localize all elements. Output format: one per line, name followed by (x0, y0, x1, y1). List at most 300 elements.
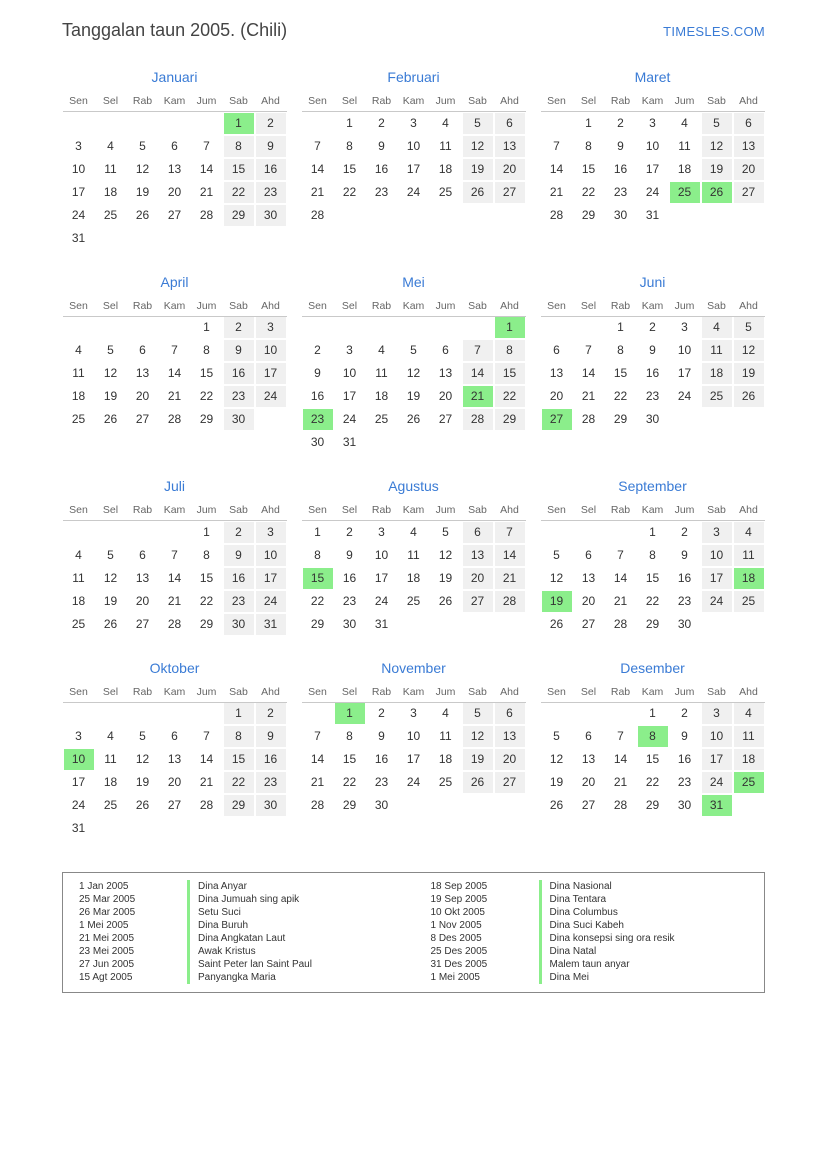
day-cell[interactable] (669, 316, 701, 339)
day-cell[interactable] (573, 408, 605, 431)
day-cell[interactable] (302, 521, 334, 544)
day-cell[interactable] (159, 613, 191, 636)
day-cell[interactable] (573, 204, 605, 227)
day-cell[interactable] (334, 613, 366, 636)
day-cell[interactable] (398, 181, 430, 204)
day-cell[interactable] (573, 135, 605, 158)
day-cell[interactable] (366, 521, 398, 544)
day-cell[interactable] (95, 590, 127, 613)
day-cell[interactable] (541, 385, 573, 408)
day-cell[interactable] (494, 590, 526, 613)
day-cell[interactable] (334, 725, 366, 748)
day-cell[interactable] (541, 613, 573, 636)
day-cell[interactable] (701, 112, 733, 135)
day-cell[interactable] (366, 794, 398, 817)
day-cell[interactable] (637, 339, 669, 362)
day-cell[interactable] (159, 544, 191, 567)
day-cell-holiday[interactable] (334, 702, 366, 725)
day-cell[interactable] (637, 590, 669, 613)
day-cell[interactable] (302, 748, 334, 771)
day-cell[interactable] (605, 771, 637, 794)
day-cell[interactable] (334, 794, 366, 817)
day-cell[interactable] (573, 794, 605, 817)
day-cell[interactable] (191, 135, 223, 158)
day-cell[interactable] (63, 725, 95, 748)
day-cell[interactable] (95, 613, 127, 636)
day-cell-holiday[interactable] (462, 385, 494, 408)
day-cell[interactable] (191, 725, 223, 748)
day-cell[interactable] (398, 135, 430, 158)
day-cell[interactable] (669, 112, 701, 135)
day-cell[interactable] (494, 521, 526, 544)
day-cell[interactable] (398, 544, 430, 567)
day-cell[interactable] (462, 135, 494, 158)
day-cell[interactable] (334, 590, 366, 613)
day-cell[interactable] (541, 725, 573, 748)
day-cell[interactable] (541, 748, 573, 771)
day-cell[interactable] (733, 702, 765, 725)
day-cell[interactable] (127, 339, 159, 362)
day-cell[interactable] (669, 702, 701, 725)
day-cell[interactable] (573, 725, 605, 748)
day-cell-holiday[interactable] (669, 181, 701, 204)
day-cell[interactable] (605, 385, 637, 408)
day-cell[interactable] (733, 590, 765, 613)
day-cell[interactable] (159, 725, 191, 748)
day-cell[interactable] (541, 204, 573, 227)
day-cell[interactable] (669, 725, 701, 748)
day-cell[interactable] (637, 748, 669, 771)
day-cell[interactable] (302, 544, 334, 567)
day-cell[interactable] (669, 590, 701, 613)
day-cell[interactable] (637, 408, 669, 431)
day-cell[interactable] (494, 544, 526, 567)
day-cell[interactable] (127, 567, 159, 590)
day-cell[interactable] (733, 748, 765, 771)
day-cell[interactable] (191, 544, 223, 567)
day-cell[interactable] (541, 158, 573, 181)
day-cell[interactable] (255, 590, 287, 613)
day-cell[interactable] (494, 181, 526, 204)
day-cell[interactable] (637, 613, 669, 636)
day-cell[interactable] (669, 521, 701, 544)
day-cell[interactable] (95, 158, 127, 181)
day-cell[interactable] (430, 135, 462, 158)
day-cell[interactable] (430, 158, 462, 181)
day-cell[interactable] (223, 316, 255, 339)
day-cell-holiday[interactable] (302, 567, 334, 590)
day-cell[interactable] (191, 385, 223, 408)
day-cell[interactable] (573, 181, 605, 204)
day-cell[interactable] (733, 339, 765, 362)
day-cell[interactable] (127, 771, 159, 794)
day-cell[interactable] (302, 613, 334, 636)
day-cell[interactable] (159, 204, 191, 227)
day-cell[interactable] (430, 702, 462, 725)
day-cell[interactable] (223, 204, 255, 227)
day-cell[interactable] (669, 544, 701, 567)
day-cell[interactable] (669, 567, 701, 590)
day-cell[interactable] (255, 112, 287, 135)
day-cell[interactable] (494, 567, 526, 590)
day-cell[interactable] (637, 544, 669, 567)
day-cell[interactable] (398, 521, 430, 544)
day-cell[interactable] (159, 748, 191, 771)
day-cell[interactable] (494, 725, 526, 748)
day-cell[interactable] (63, 794, 95, 817)
day-cell[interactable] (366, 590, 398, 613)
day-cell[interactable] (366, 158, 398, 181)
day-cell[interactable] (462, 521, 494, 544)
day-cell[interactable] (223, 590, 255, 613)
day-cell[interactable] (573, 112, 605, 135)
day-cell[interactable] (430, 567, 462, 590)
day-cell[interactable] (95, 567, 127, 590)
day-cell[interactable] (223, 771, 255, 794)
day-cell[interactable] (223, 135, 255, 158)
day-cell[interactable] (430, 748, 462, 771)
day-cell[interactable] (63, 158, 95, 181)
day-cell[interactable] (605, 544, 637, 567)
day-cell[interactable] (334, 181, 366, 204)
day-cell[interactable] (637, 702, 669, 725)
day-cell[interactable] (255, 362, 287, 385)
day-cell[interactable] (398, 112, 430, 135)
day-cell[interactable] (637, 771, 669, 794)
day-cell[interactable] (95, 771, 127, 794)
day-cell[interactable] (191, 613, 223, 636)
day-cell[interactable] (95, 362, 127, 385)
day-cell[interactable] (605, 362, 637, 385)
day-cell[interactable] (191, 204, 223, 227)
day-cell[interactable] (63, 204, 95, 227)
day-cell[interactable] (430, 339, 462, 362)
day-cell[interactable] (366, 613, 398, 636)
day-cell[interactable] (701, 567, 733, 590)
day-cell[interactable] (95, 725, 127, 748)
day-cell[interactable] (191, 339, 223, 362)
day-cell[interactable] (334, 385, 366, 408)
day-cell[interactable] (191, 158, 223, 181)
day-cell[interactable] (223, 725, 255, 748)
day-cell[interactable] (701, 702, 733, 725)
day-cell[interactable] (637, 521, 669, 544)
day-cell[interactable] (605, 613, 637, 636)
day-cell[interactable] (255, 158, 287, 181)
day-cell[interactable] (302, 339, 334, 362)
day-cell[interactable] (63, 771, 95, 794)
day-cell[interactable] (398, 725, 430, 748)
day-cell[interactable] (462, 339, 494, 362)
day-cell-holiday[interactable] (637, 725, 669, 748)
day-cell[interactable] (701, 521, 733, 544)
day-cell[interactable] (573, 748, 605, 771)
day-cell[interactable] (95, 544, 127, 567)
day-cell[interactable] (191, 408, 223, 431)
day-cell[interactable] (255, 567, 287, 590)
day-cell[interactable] (541, 339, 573, 362)
day-cell[interactable] (669, 158, 701, 181)
day-cell[interactable] (127, 204, 159, 227)
day-cell[interactable] (573, 158, 605, 181)
day-cell[interactable] (733, 544, 765, 567)
day-cell[interactable] (255, 339, 287, 362)
day-cell[interactable] (494, 408, 526, 431)
day-cell[interactable] (302, 725, 334, 748)
day-cell[interactable] (223, 521, 255, 544)
day-cell[interactable] (605, 316, 637, 339)
day-cell[interactable] (191, 748, 223, 771)
day-cell[interactable] (398, 408, 430, 431)
day-cell[interactable] (255, 385, 287, 408)
day-cell[interactable] (430, 725, 462, 748)
day-cell[interactable] (430, 385, 462, 408)
day-cell[interactable] (366, 385, 398, 408)
day-cell[interactable] (494, 112, 526, 135)
day-cell[interactable] (494, 362, 526, 385)
day-cell[interactable] (733, 181, 765, 204)
day-cell[interactable] (701, 158, 733, 181)
day-cell[interactable] (223, 181, 255, 204)
day-cell[interactable] (302, 794, 334, 817)
day-cell[interactable] (541, 794, 573, 817)
day-cell[interactable] (127, 362, 159, 385)
day-cell[interactable] (573, 339, 605, 362)
day-cell[interactable] (223, 544, 255, 567)
day-cell[interactable] (302, 181, 334, 204)
day-cell[interactable] (95, 408, 127, 431)
day-cell[interactable] (733, 521, 765, 544)
day-cell[interactable] (701, 385, 733, 408)
day-cell[interactable] (541, 544, 573, 567)
day-cell[interactable] (637, 181, 669, 204)
day-cell[interactable] (605, 339, 637, 362)
day-cell[interactable] (605, 567, 637, 590)
day-cell[interactable] (462, 158, 494, 181)
day-cell[interactable] (63, 590, 95, 613)
day-cell[interactable] (701, 748, 733, 771)
day-cell[interactable] (430, 771, 462, 794)
day-cell-holiday[interactable] (733, 567, 765, 590)
day-cell[interactable] (366, 135, 398, 158)
day-cell[interactable] (127, 408, 159, 431)
day-cell-holiday[interactable] (701, 794, 733, 817)
day-cell[interactable] (733, 112, 765, 135)
day-cell[interactable] (302, 771, 334, 794)
day-cell[interactable] (494, 135, 526, 158)
day-cell[interactable] (494, 771, 526, 794)
day-cell-holiday[interactable] (733, 771, 765, 794)
day-cell[interactable] (159, 567, 191, 590)
day-cell[interactable] (398, 362, 430, 385)
day-cell[interactable] (334, 431, 366, 454)
day-cell[interactable] (255, 204, 287, 227)
day-cell[interactable] (95, 181, 127, 204)
day-cell[interactable] (541, 567, 573, 590)
day-cell[interactable] (637, 204, 669, 227)
day-cell[interactable] (255, 521, 287, 544)
day-cell[interactable] (494, 702, 526, 725)
day-cell[interactable] (255, 771, 287, 794)
day-cell[interactable] (669, 794, 701, 817)
day-cell[interactable] (63, 567, 95, 590)
day-cell[interactable] (637, 567, 669, 590)
day-cell[interactable] (63, 339, 95, 362)
day-cell[interactable] (669, 748, 701, 771)
day-cell[interactable] (302, 135, 334, 158)
day-cell[interactable] (701, 544, 733, 567)
day-cell[interactable] (127, 135, 159, 158)
day-cell[interactable] (191, 181, 223, 204)
day-cell[interactable] (573, 613, 605, 636)
day-cell[interactable] (302, 431, 334, 454)
day-cell[interactable] (637, 135, 669, 158)
day-cell[interactable] (191, 521, 223, 544)
day-cell[interactable] (159, 771, 191, 794)
day-cell[interactable] (494, 385, 526, 408)
day-cell[interactable] (255, 181, 287, 204)
day-cell[interactable] (669, 135, 701, 158)
day-cell[interactable] (302, 385, 334, 408)
day-cell[interactable] (669, 771, 701, 794)
day-cell[interactable] (127, 725, 159, 748)
day-cell[interactable] (733, 135, 765, 158)
day-cell[interactable] (127, 794, 159, 817)
day-cell[interactable] (334, 771, 366, 794)
day-cell[interactable] (366, 408, 398, 431)
day-cell[interactable] (366, 725, 398, 748)
day-cell[interactable] (334, 135, 366, 158)
day-cell[interactable] (63, 408, 95, 431)
day-cell[interactable] (159, 362, 191, 385)
day-cell[interactable] (366, 181, 398, 204)
day-cell[interactable] (669, 362, 701, 385)
day-cell[interactable] (494, 339, 526, 362)
day-cell[interactable] (159, 590, 191, 613)
day-cell-holiday[interactable] (223, 112, 255, 135)
day-cell[interactable] (733, 362, 765, 385)
day-cell[interactable] (127, 385, 159, 408)
day-cell[interactable] (398, 771, 430, 794)
day-cell[interactable] (462, 590, 494, 613)
day-cell[interactable] (63, 544, 95, 567)
day-cell[interactable] (366, 702, 398, 725)
day-cell[interactable] (462, 725, 494, 748)
day-cell[interactable] (701, 590, 733, 613)
day-cell[interactable] (159, 408, 191, 431)
day-cell[interactable] (573, 590, 605, 613)
day-cell-holiday[interactable] (302, 408, 334, 431)
day-cell[interactable] (255, 613, 287, 636)
day-cell[interactable] (398, 339, 430, 362)
day-cell[interactable] (334, 521, 366, 544)
day-cell[interactable] (302, 204, 334, 227)
day-cell[interactable] (366, 339, 398, 362)
day-cell[interactable] (462, 181, 494, 204)
day-cell[interactable] (255, 135, 287, 158)
day-cell[interactable] (366, 362, 398, 385)
day-cell[interactable] (541, 135, 573, 158)
day-cell[interactable] (733, 725, 765, 748)
day-cell[interactable] (191, 362, 223, 385)
day-cell[interactable] (430, 521, 462, 544)
day-cell[interactable] (605, 725, 637, 748)
day-cell[interactable] (541, 771, 573, 794)
day-cell[interactable] (701, 339, 733, 362)
day-cell[interactable] (127, 613, 159, 636)
day-cell[interactable] (430, 408, 462, 431)
day-cell[interactable] (398, 567, 430, 590)
day-cell[interactable] (63, 227, 95, 250)
day-cell[interactable] (95, 748, 127, 771)
day-cell[interactable] (127, 544, 159, 567)
day-cell[interactable] (573, 544, 605, 567)
day-cell[interactable] (223, 362, 255, 385)
day-cell[interactable] (366, 748, 398, 771)
day-cell[interactable] (334, 362, 366, 385)
day-cell[interactable] (701, 725, 733, 748)
day-cell[interactable] (462, 748, 494, 771)
day-cell[interactable] (63, 135, 95, 158)
day-cell[interactable] (63, 181, 95, 204)
day-cell[interactable] (223, 567, 255, 590)
day-cell[interactable] (669, 385, 701, 408)
day-cell[interactable] (398, 158, 430, 181)
day-cell[interactable] (605, 408, 637, 431)
day-cell[interactable] (462, 362, 494, 385)
day-cell[interactable] (366, 112, 398, 135)
day-cell[interactable] (63, 613, 95, 636)
day-cell[interactable] (366, 544, 398, 567)
day-cell[interactable] (398, 702, 430, 725)
day-cell[interactable] (462, 544, 494, 567)
day-cell[interactable] (159, 385, 191, 408)
day-cell[interactable] (223, 702, 255, 725)
day-cell[interactable] (255, 748, 287, 771)
day-cell[interactable] (127, 590, 159, 613)
day-cell[interactable] (541, 362, 573, 385)
day-cell[interactable] (255, 544, 287, 567)
day-cell[interactable] (334, 112, 366, 135)
day-cell[interactable] (191, 771, 223, 794)
day-cell[interactable] (334, 158, 366, 181)
day-cell[interactable] (398, 748, 430, 771)
day-cell[interactable] (701, 316, 733, 339)
day-cell[interactable] (127, 181, 159, 204)
day-cell[interactable] (430, 362, 462, 385)
day-cell[interactable] (733, 385, 765, 408)
day-cell[interactable] (191, 567, 223, 590)
day-cell[interactable] (127, 748, 159, 771)
day-cell[interactable] (223, 385, 255, 408)
day-cell[interactable] (573, 385, 605, 408)
day-cell[interactable] (255, 702, 287, 725)
day-cell[interactable] (366, 771, 398, 794)
day-cell[interactable] (605, 590, 637, 613)
day-cell[interactable] (159, 135, 191, 158)
day-cell[interactable] (462, 112, 494, 135)
day-cell-holiday[interactable] (541, 590, 573, 613)
day-cell[interactable] (605, 748, 637, 771)
day-cell[interactable] (334, 544, 366, 567)
day-cell[interactable] (63, 362, 95, 385)
day-cell[interactable] (334, 567, 366, 590)
day-cell[interactable] (430, 544, 462, 567)
day-cell[interactable] (159, 794, 191, 817)
day-cell[interactable] (669, 613, 701, 636)
day-cell[interactable] (701, 362, 733, 385)
day-cell[interactable] (605, 158, 637, 181)
